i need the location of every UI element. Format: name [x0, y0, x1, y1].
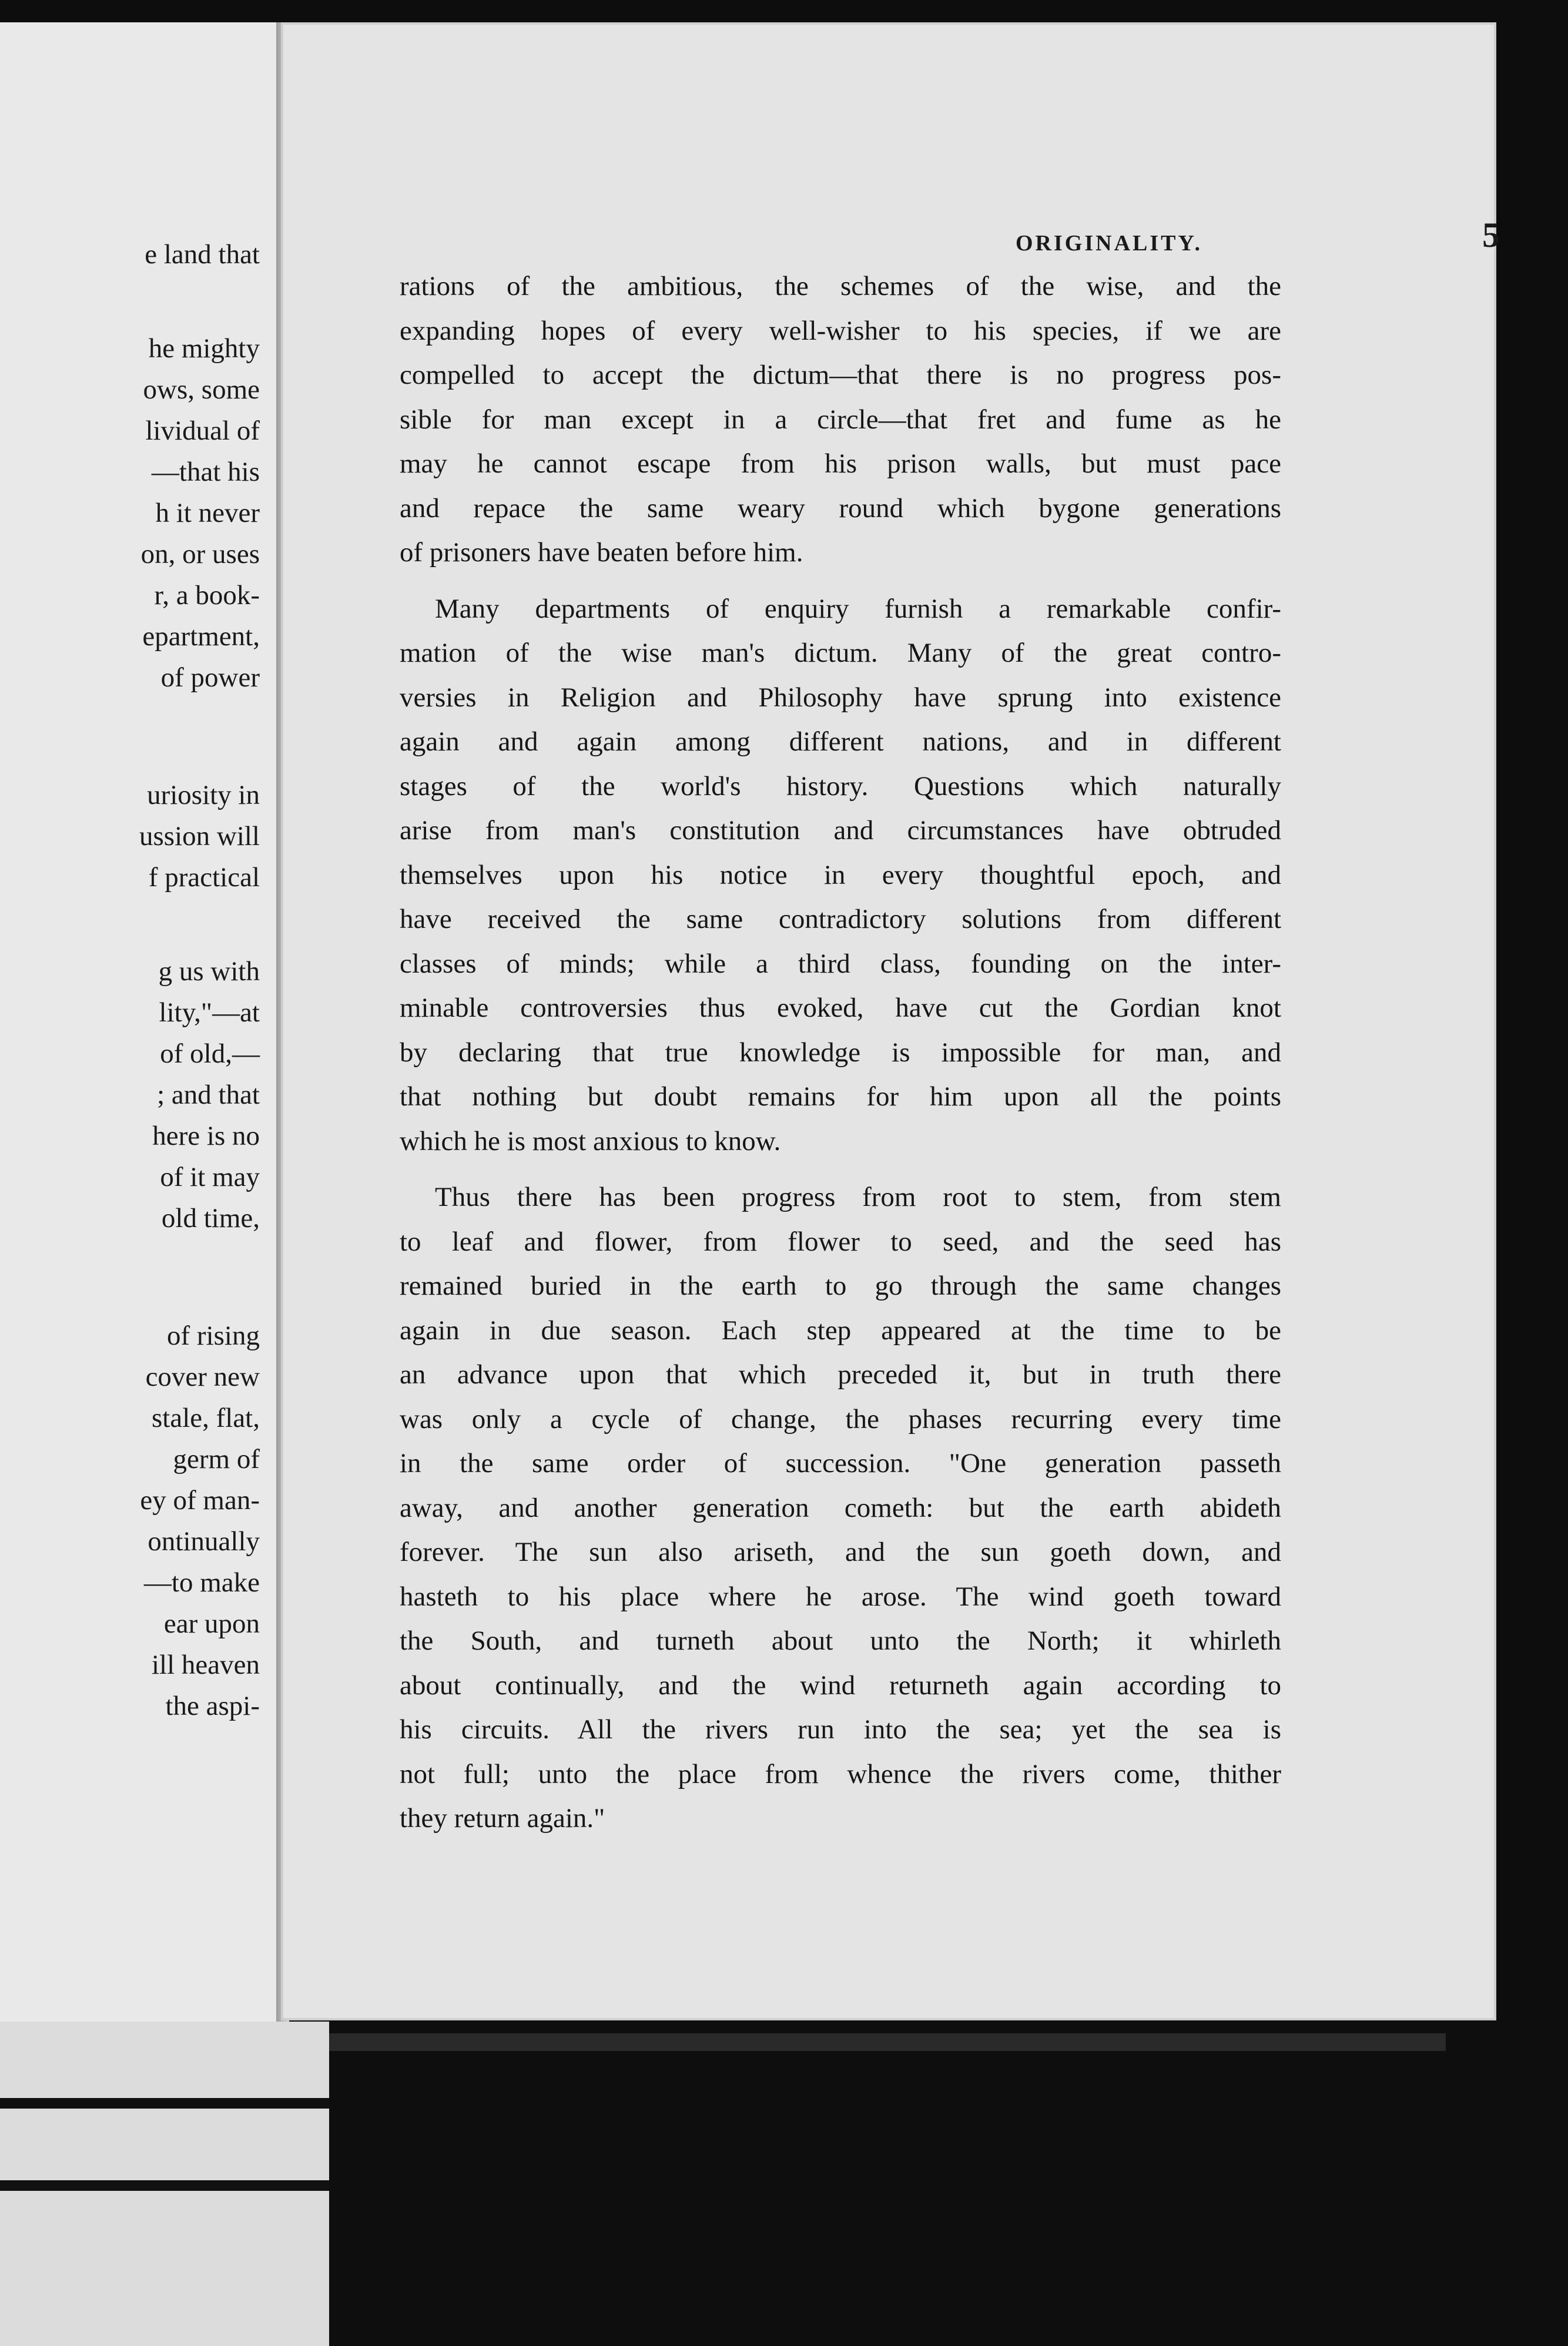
text-line: his circuits. All the rivers run into the sea; yet the sea is — [400, 1714, 1281, 1745]
text-line: have received the same contradictory solutions from different — [400, 904, 1281, 934]
text-line: hasteth to his place where he arose. The wind goeth toward — [400, 1581, 1281, 1612]
left-page-line: on, or uses — [140, 539, 260, 569]
text-line: again and again among different nations, and in different — [400, 726, 1281, 757]
left-page-line: epartment, — [142, 621, 260, 652]
left-page-line: lity,"—at — [159, 997, 260, 1028]
left-page-line: uriosity in — [147, 780, 260, 810]
text-line: by declaring that true knowledge is impossible for man, and — [400, 1037, 1281, 1068]
page-header — [281, 199, 1500, 257]
left-page-line: old time, — [161, 1203, 260, 1234]
page-bottom-edge — [329, 2033, 1446, 2051]
text-line: compelled to accept the dictum—that there is no progress pos- — [400, 360, 1281, 390]
text-line: and repace the same weary round which bygone generations — [400, 492, 1281, 524]
text-line: to leaf and flower, from flower to seed, and the seed has — [400, 1226, 1281, 1257]
text-line: may he cannot escape from his prison walls, but must pace — [400, 448, 1281, 479]
text-line: sible for man except in a circle—that fret and fume as he — [400, 404, 1281, 435]
text-line: rations of the ambitious, the schemes of the wise, and the — [400, 271, 1281, 301]
text-line: minable controversies thus evoked, have cut the Gordian knot — [400, 993, 1281, 1023]
background-scan-edge — [329, 2022, 1568, 2346]
left-page-line: r, a book- — [154, 580, 260, 611]
left-page-line: f practical — [148, 862, 260, 893]
left-page-line: e land that — [145, 239, 260, 270]
page-number: 5 — [1482, 216, 1500, 254]
text-line: again in due season. Each step appeared at the time to be — [400, 1315, 1281, 1346]
text-line: in the same order of succession. "One generation passeth — [400, 1448, 1281, 1479]
paragraph-gap — [400, 575, 1281, 587]
text-line: arise from man's constitution and circumstances have obtruded — [400, 815, 1281, 846]
left-page-line: of it may — [160, 1162, 260, 1192]
text-line: remained buried in the earth to go through the same changes — [400, 1271, 1281, 1301]
left-page-line: cover new — [145, 1362, 260, 1392]
left-page-line: —that his — [151, 457, 260, 487]
text-line: they return again." — [400, 1803, 605, 1834]
left-page-line: he mighty — [148, 333, 260, 364]
left-page-line: germ of — [173, 1444, 260, 1474]
left-page-line: ussion will — [139, 821, 260, 852]
paragraph — [400, 587, 1281, 1164]
left-facing-page — [0, 22, 276, 2032]
left-page-line: the aspi- — [165, 1691, 260, 1721]
left-page-line: lividual of — [145, 415, 260, 446]
left-page-line: of old,— — [160, 1038, 260, 1069]
left-page-line: ey of man- — [140, 1485, 260, 1516]
dark-band — [0, 2098, 329, 2109]
text-line: not full; unto the place from whence the rivers come, thither — [400, 1758, 1281, 1789]
left-page-line: stale, flat, — [151, 1403, 260, 1433]
running-title: ORIGINALITY. — [1016, 231, 1202, 256]
left-page-line: g us with — [158, 956, 260, 987]
left-page-line: ontinually — [148, 1526, 260, 1557]
text-line: mation of the wise man's dictum. Many of the great contro- — [400, 638, 1281, 668]
text-line: themselves upon his notice in every thoughtful epoch, and — [400, 859, 1281, 890]
left-page-line: ows, some — [143, 374, 260, 405]
left-page-line: here is no — [152, 1121, 260, 1151]
paragraph-gap — [400, 1164, 1281, 1175]
text-line: Thus there has been progress from root to stem, from stem — [435, 1182, 1281, 1212]
text-line: the South, and turneth about unto the North; it whirleth — [400, 1626, 1281, 1656]
text-line: an advance upon that which preceded it, but in truth there — [400, 1359, 1281, 1390]
left-page-line: ; and that — [157, 1080, 260, 1110]
text-line: classes of minds; while a third class, founding on the inter- — [400, 948, 1281, 979]
text-line: that nothing but doubt remains for him upon all the points — [400, 1081, 1281, 1112]
text-line: which he is most anxious to know. — [400, 1125, 781, 1157]
paragraph — [400, 264, 1281, 575]
paragraph — [400, 1175, 1281, 1841]
text-line: expanding hopes of every well-wisher to his species, if we are — [400, 315, 1281, 346]
text-line: forever. The sun also ariseth, and the sun goeth down, and — [400, 1537, 1281, 1567]
left-page-line: of rising — [167, 1321, 260, 1351]
text-line: about continually, and the wind returneth again according to — [400, 1670, 1281, 1701]
left-page-line: ear upon — [163, 1608, 260, 1639]
text-line: of prisoners have beaten before him. — [400, 537, 803, 568]
text-line: stages of the world's history. Questions which naturally — [400, 770, 1281, 802]
dark-band — [0, 2180, 329, 2191]
body-text — [400, 264, 1281, 1841]
left-page-line: ill heaven — [151, 1650, 260, 1680]
left-page-bottom-strip — [0, 2022, 329, 2346]
text-line: away, and another generation cometh: but the earth abideth — [400, 1492, 1281, 1523]
left-page-line: of power — [160, 662, 260, 693]
text-line: versies in Religion and Philosophy have sprung into existence — [400, 682, 1281, 713]
text-line: was only a cycle of change, the phases recurring every time — [400, 1403, 1281, 1435]
text-line: Many departments of enquiry furnish a remarkable confir- — [435, 593, 1281, 624]
left-page-line: —to make — [143, 1567, 260, 1598]
left-page-line: h it never — [155, 498, 260, 528]
